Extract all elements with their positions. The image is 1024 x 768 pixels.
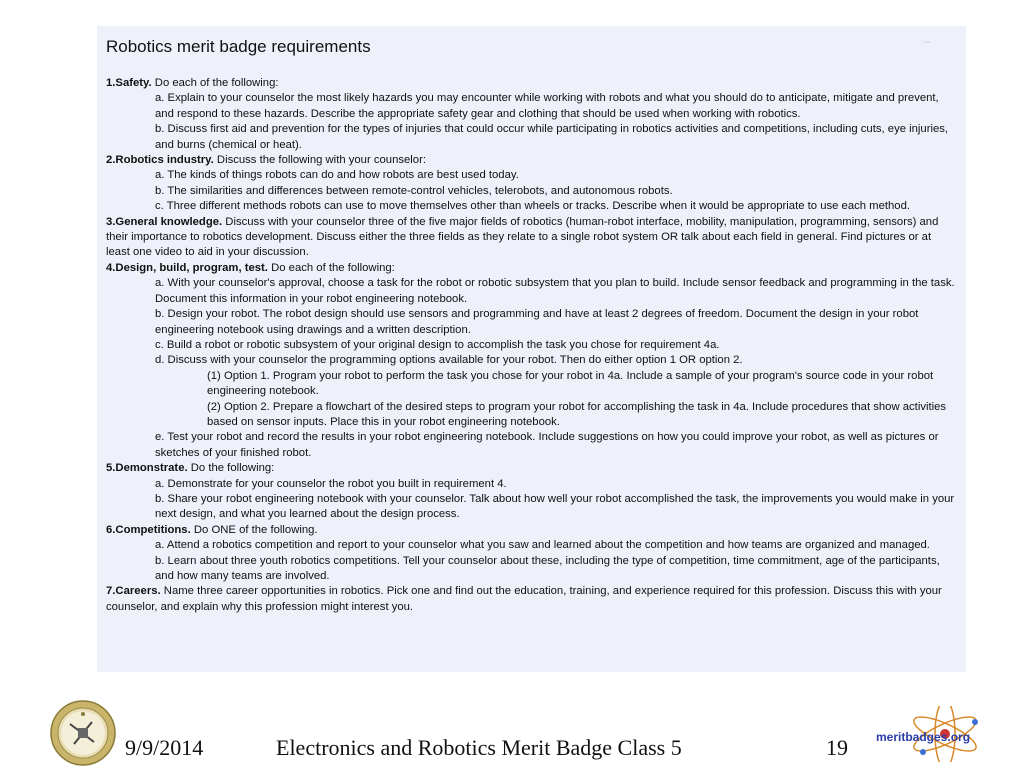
placeholder-mark: –	[923, 34, 930, 48]
requirement-number: 3.	[106, 215, 116, 228]
requirements-list	[106, 76, 957, 615]
sub-requirement: b. Discuss first aid and prevention for the types of injuries that could occur while participating in robotics activities and competitions, including cuts, eye injuries, and burns (chemical or heat).	[155, 123, 949, 151]
requirement-number: 5.	[106, 462, 116, 475]
robotics-badge-icon	[50, 700, 116, 766]
sub-sub-requirement: (1) Option 1. Program your robot to perform the task you chose for your robot in 4a. Include a sample of your program's source code in your robot engineering notebook.	[207, 369, 934, 398]
requirement-text: Discuss the following with your counselor:	[213, 154, 426, 167]
requirement-text: Do each of the following:	[267, 261, 395, 274]
requirement-text: Do each of the following:	[151, 77, 279, 89]
sub-requirement: a. Demonstrate for your counselor the robot you built in requirement 4.	[155, 477, 507, 490]
requirement-heading: Careers.	[115, 585, 161, 598]
requirement-number: 7.	[106, 585, 116, 598]
sub-requirement: b. Learn about three youth robotics competitions. Tell your counselor about these, including the type of competition, time commitment, age of the participants, and how many teams are involved.	[155, 554, 940, 582]
requirement-heading: Design, build, program, test.	[115, 261, 268, 274]
sub-requirement: d. Discuss with your counselor the programming options available for your robot. Then do either option 1 OR option 2.	[155, 354, 743, 367]
requirement-number: 4.	[106, 261, 116, 274]
sub-requirement: c. Three different methods robots can use to move themselves other than wheels or tracks. Describe when it would be appropriate to use each method.	[155, 200, 910, 213]
sub-requirement: a. With your counselor's approval, choose a task for the robot or robotic subsystem that you plan to build. Include sensor feedback and programming in the task. Document this information in your robot engineering notebook.	[155, 277, 955, 305]
requirement-text: Discuss with your counselor three of the five major fields of robotics (human-robot interface, mobility, manipulation, programming, sensors) and their importance to robotics development. Discuss either the three fields as they relate to a single robot system OR talk about each field in general. Find pictures or at least one video to aid in your discussion.	[106, 215, 939, 259]
requirement-heading: Competitions.	[115, 523, 191, 536]
footer-title: Electronics and Robotics Merit Badge Class 5	[276, 735, 682, 760]
requirement-item	[106, 261, 957, 276]
sub-requirement: a. Attend a robotics competition and report to your counselor what you saw and learned about the competition and how teams are organized and managed.	[155, 539, 930, 552]
sub-requirement: b. Share your robot engineering notebook with your counselor. Talk about how well your robot accomplished the task, the improvements you would make in your next design, and what you learned about the design process.	[155, 492, 955, 521]
requirement-item	[106, 215, 957, 261]
logo-text: meritbadges.org	[876, 730, 971, 744]
requirement-number: 1.	[106, 77, 116, 89]
sub-requirement: a. Explain to your counselor the most likely hazards you may encounter while working with robots and what you should do to anticipate, mitigate and prevent, and respond to these hazards. Describe the appropriate safety gear and clothing that should be used when working with robotics.	[155, 92, 939, 120]
sub-requirement: b. Design your robot. The robot design should use sensors and programming and have at least 2 degrees of freedom. Document the design in your robot engineering notebook using drawings and a written description.	[155, 308, 919, 336]
requirement-item	[106, 153, 957, 168]
requirement-number: 6.	[106, 523, 116, 536]
requirement-item	[106, 461, 957, 476]
requirement-text: Do the following:	[187, 462, 275, 475]
sub-requirement: c. Build a robot or robotic subsystem of your original design to accomplish the task you chose for requirement 4a.	[155, 338, 720, 351]
sub-requirement: a. The kinds of things robots can do and how robots are best used today.	[155, 169, 519, 182]
requirement-heading: General knowledge.	[115, 215, 223, 228]
requirement-item	[106, 76, 957, 91]
requirement-text: Do ONE of the following.	[190, 523, 318, 536]
requirement-text: Name three career opportunities in robotics. Pick one and find out the education, training, and experience required for this profession. Discuss this with your counselor, and explain why this profession might interest you.	[106, 585, 942, 613]
requirement-heading: Demonstrate.	[115, 462, 188, 475]
requirement-heading: Robotics industry.	[115, 154, 214, 167]
requirement-heading: Safety.	[115, 77, 152, 89]
sub-sub-requirement: (2) Option 2. Prepare a flowchart of the desired steps to program your robot for accomplishing the task in 4a. Include procedures that show activities based on sensor inputs. Place this in your robot engineering notebook.	[207, 400, 947, 428]
footer-date: 9/9/2014	[125, 735, 204, 760]
page-number: 19	[826, 735, 848, 760]
sub-requirement: e. Test your robot and record the results in your robot engineering notebook. Include suggestions on how you could improve your robot, as well as pictures or sketches of your finished robot.	[155, 431, 939, 459]
requirement-number: 2.	[106, 154, 116, 167]
requirement-item	[106, 523, 957, 538]
slide-title: Robotics merit badge requirements	[106, 37, 371, 56]
requirements-panel	[97, 26, 966, 672]
sub-requirement: b. The similarities and differences between remote-control vehicles, telerobots, and autonomous robots.	[155, 184, 673, 197]
requirement-item	[106, 584, 957, 615]
